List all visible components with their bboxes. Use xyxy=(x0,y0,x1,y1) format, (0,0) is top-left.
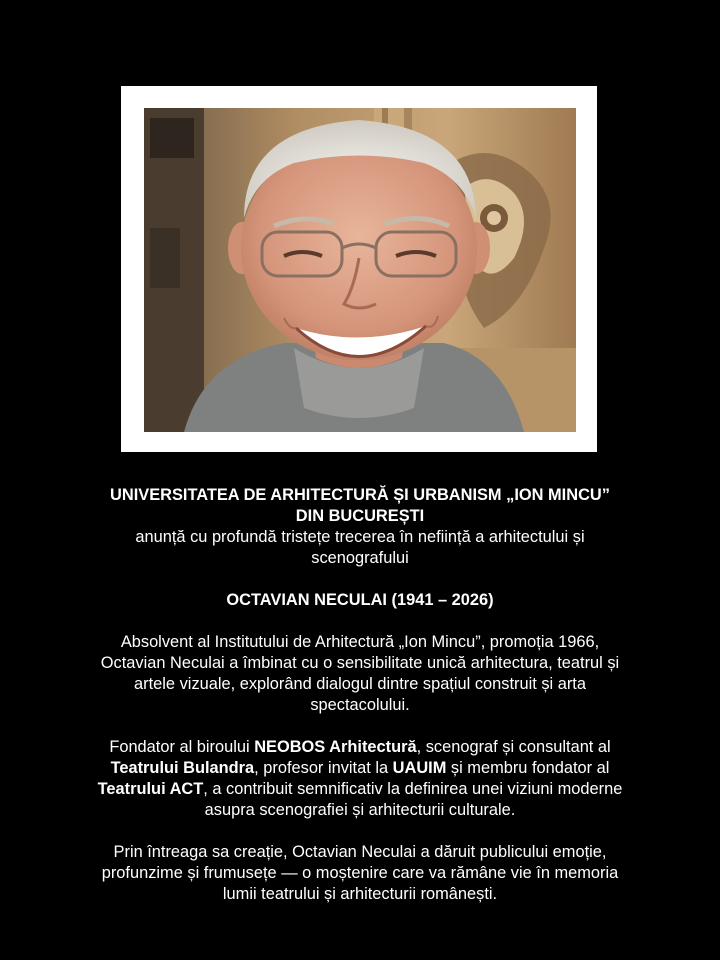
paragraph1-line4: spectacolului. xyxy=(310,696,410,714)
paragraph2-line3: Teatrului ACT, a contribuit semnificativ la definirea unei viziuni moderne xyxy=(97,780,623,798)
neobos-firm: NEOBOS Arhitectură xyxy=(254,738,417,756)
teatrul-bulandra: Teatrului Bulandra xyxy=(110,759,255,777)
uauim: UAUIM xyxy=(392,759,447,777)
photo-frame xyxy=(121,86,597,452)
paragraph2-line2: Teatrului Bulandra, profesor invitat la UAUIM și membru fondator al xyxy=(110,759,610,777)
portrait-photo-icon xyxy=(144,108,576,432)
paragraph2-line1: Fondator al biroului NEOBOS Arhitectură, scenograf și consultant al xyxy=(109,738,611,756)
portrait-photo xyxy=(144,108,576,432)
paragraph1-line1: Absolvent al Institutului de Arhitectură „Ion Mincu”, promoția 1966, xyxy=(120,633,600,651)
announcement-line1: anunță cu profundă tristețe trecerea în neființă a arhitectului și xyxy=(135,528,585,546)
university-name-line2: DIN BUCUREȘTI xyxy=(295,507,425,525)
paragraph3-line1: Prin întreaga sa creație, Octavian Neculai a dăruit publicului emoție, xyxy=(113,843,607,861)
paragraph2-line4: asupra scenografiei și arhitecturii culturale. xyxy=(204,801,516,819)
paragraph1-line3: artele vizuale, explorând dialogul dintre spațiul construit și arta xyxy=(134,675,586,693)
announcement-line2: scenografului xyxy=(311,549,409,567)
paragraph1-line2: Octavian Neculai a îmbinat cu o sensibilitate unică arhitectura, teatrul și xyxy=(100,654,620,672)
paragraph3-line2: profunzime și frumusețe — o moștenire care va rămâne vie în memoria xyxy=(101,864,619,882)
teatrul-act: Teatrului ACT xyxy=(97,780,204,798)
paragraph3-line3: lumii teatrului și arhitecturii românești. xyxy=(222,885,498,903)
deceased-name: OCTAVIAN NECULAI (1941 – 2026) xyxy=(226,591,494,609)
university-name-line1: UNIVERSITATEA DE ARHITECTURĂ ȘI URBANISM „ION MINCU” xyxy=(110,486,610,504)
announcement-text xyxy=(40,485,680,905)
